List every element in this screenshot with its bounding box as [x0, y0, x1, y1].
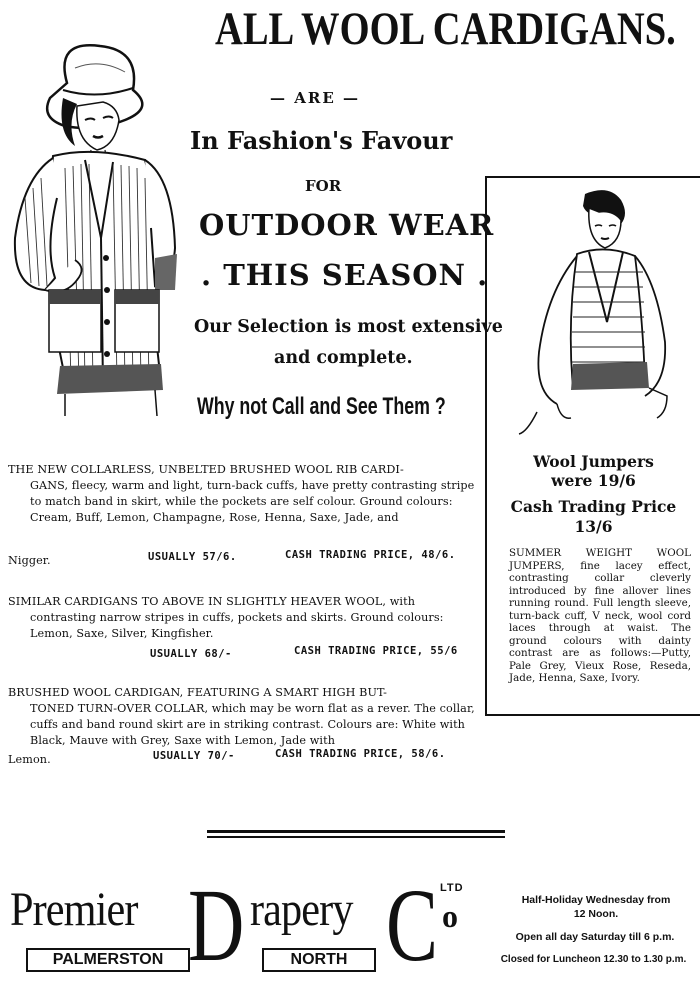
- item-2-usually: USUALLY 68/-: [150, 648, 232, 660]
- item-1-usually: USUALLY 57/6.: [148, 551, 237, 563]
- logo-word-premier: Premier: [10, 883, 138, 936]
- item-3-body: TONED TURN-OVER COLLAR, which may be worn flat as a rever. The collar, cuffs and band round skirt are in striking contrast. Colours are: White with Black, Mauve with Grey, Saxe with Lemon, Jade with: [30, 702, 475, 747]
- item-1-body: GANS, fleecy, warm and light, turn-back cuffs, have pretty contrasting stripe to match band in skirt, while the pockets are self colour. Ground colours: Cream, Buff, Lemon, Champagne, Rose, Henna, Saxe, Jade, and: [30, 479, 475, 524]
- item-2-body: contrasting narrow stripes in cuffs, pockets and skirts. Ground colours: Lemon, Saxe, Silver, Kingfisher.: [30, 611, 444, 640]
- selection-line-1: Our Selection is most extensive: [194, 317, 503, 337]
- item-3-cash-price: CASH TRADING PRICE, 58/6.: [275, 748, 446, 760]
- outdoor-line: OUTDOOR WEAR: [199, 208, 495, 242]
- divider-rule-top: [207, 830, 505, 833]
- jumpers-heading-2: were 19/6: [551, 471, 636, 490]
- hours-line-3: Open all day Saturday till 6 p.m.: [515, 931, 675, 943]
- item-3-description: [8, 685, 478, 749]
- logo-ltd: LTD: [440, 882, 464, 894]
- are-line: — ARE —: [270, 89, 360, 107]
- fashion-line: In Fashion's Favour: [190, 126, 453, 155]
- jumpers-description: SUMMER WEIGHT WOOL JUMPERS, fine lacey effect, contrasting collar cleverly introduced by fine allover lines running round. Full length sleeve, turn-back cuff, V neck, wool cord laces through at waist. The ground colours with dainty contrast are as follows:—Putty, Pale Grey, Vieux Rose, Reseda, Jade, Henna, Saxe, Ivory.: [509, 547, 691, 684]
- item-1-description: [8, 462, 478, 526]
- item-1-tail: Nigger.: [8, 554, 51, 567]
- season-line: . THIS SEASON .: [201, 258, 489, 292]
- hours-line-4: Closed for Luncheon 12.30 to 1.30 p.m.: [500, 954, 687, 965]
- jumpers-box: [485, 176, 700, 716]
- hours-line-2: 12 Noon.: [573, 908, 619, 920]
- hours-line-1: Half-Holiday Wednesday from: [521, 894, 671, 906]
- store-logo: [6, 868, 486, 985]
- palmerston-label: PALMERSTON: [26, 948, 190, 972]
- item-1-cash-price: CASH TRADING PRICE, 48/6.: [285, 549, 456, 561]
- jumpers-heading-4: 13/6: [574, 517, 613, 536]
- headline: ALL WOOL CARDIGANS.: [215, 3, 676, 55]
- for-line: FOR: [305, 177, 342, 195]
- selection-line-2: and complete.: [274, 348, 413, 368]
- north-label: NORTH: [262, 948, 376, 972]
- woman-jumper-illustration: [517, 182, 677, 447]
- logo-letter-c: C: [386, 868, 439, 983]
- logo-letter-o: o: [442, 898, 458, 934]
- item-3-tail: Lemon.: [8, 753, 51, 766]
- woman-cardigan-illustration: [5, 28, 185, 418]
- jumpers-heading-3: Cash Trading Price: [510, 497, 677, 516]
- call-line: Why not Call and See Them ?: [197, 393, 446, 420]
- item-1-first-line: THE NEW COLLARLESS, UNBELTED BRUSHED WOOL RIB CARDI-: [8, 463, 404, 476]
- item-3-first-line: BRUSHED WOOL CARDIGAN, FEATURING A SMART HIGH BUT-: [8, 686, 388, 699]
- item-3-usually: USUALLY 70/-: [153, 750, 235, 762]
- logo-letter-d: D: [188, 868, 245, 983]
- logo-word-rapery: rapery: [250, 883, 353, 936]
- jumpers-heading-1: Wool Jumpers: [533, 452, 654, 471]
- item-2-cash-price: CASH TRADING PRICE, 55/6: [294, 645, 458, 657]
- divider-rule-bottom: [207, 836, 505, 838]
- item-2-description: [8, 594, 478, 642]
- item-2-first-line: SIMILAR CARDIGANS TO ABOVE IN SLIGHTLY HEAVER WOOL, with: [8, 595, 415, 608]
